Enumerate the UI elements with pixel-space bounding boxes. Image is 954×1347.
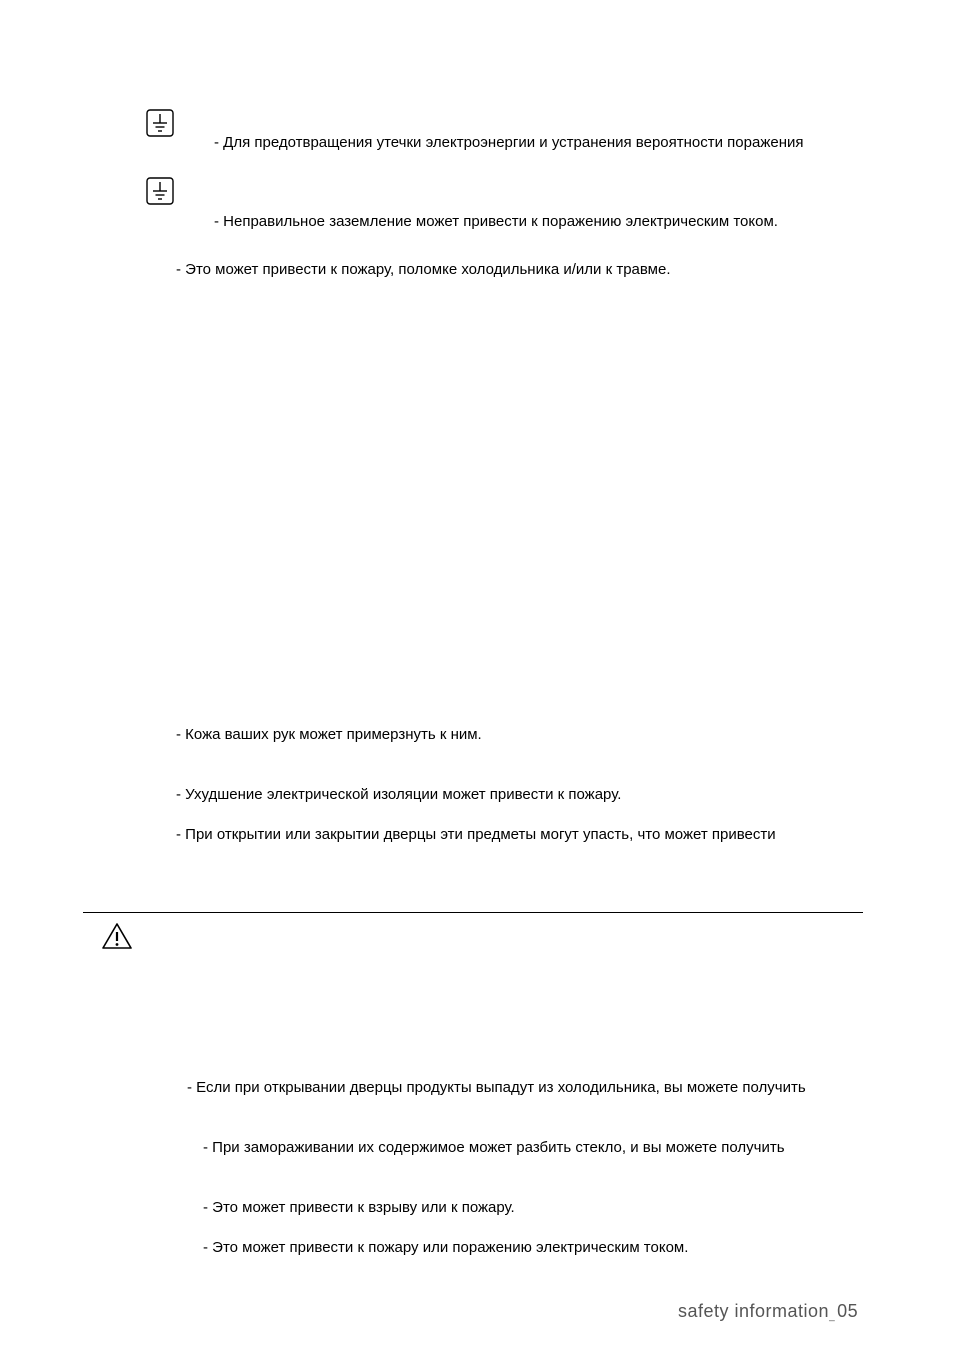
footer-section-title: safety information: [678, 1301, 830, 1321]
footer-separator: _: [829, 1311, 836, 1322]
text-line: - При замораживании их содержимое может разбить стекло, и вы можете получить: [203, 1139, 785, 1156]
page-footer: [678, 1300, 858, 1328]
warning-icon: [101, 922, 133, 950]
text-line: - Кожа ваших рук может примерзнуть к ним.: [176, 726, 482, 743]
ground-icon: [146, 109, 174, 137]
page-number: 05: [837, 1301, 859, 1321]
text-line: - Это может привести к пожару или поражению электрическим током.: [203, 1239, 689, 1256]
text-line: - Это может привести к взрыву или к пожару.: [203, 1199, 515, 1216]
text-line: - Ухудшение электрической изоляции может привести к пожару.: [176, 786, 622, 803]
text-line: - Для предотвращения утечки электроэнергии и устранения вероятности поражения: [214, 134, 804, 151]
text-line: - Неправильное заземление может привести к поражению электрическим током.: [214, 213, 778, 230]
text-line: - При открытии или закрытии дверцы эти предметы могут упасть, что может привести: [176, 826, 776, 843]
ground-icon: [146, 177, 174, 205]
text-line: - Если при открывании дверцы продукты выпадут из холодильника, вы можете получить: [187, 1079, 806, 1096]
section-divider: [83, 912, 863, 913]
text-line: - Это может привести к пожару, поломке холодильника и/или к травме.: [176, 261, 671, 278]
